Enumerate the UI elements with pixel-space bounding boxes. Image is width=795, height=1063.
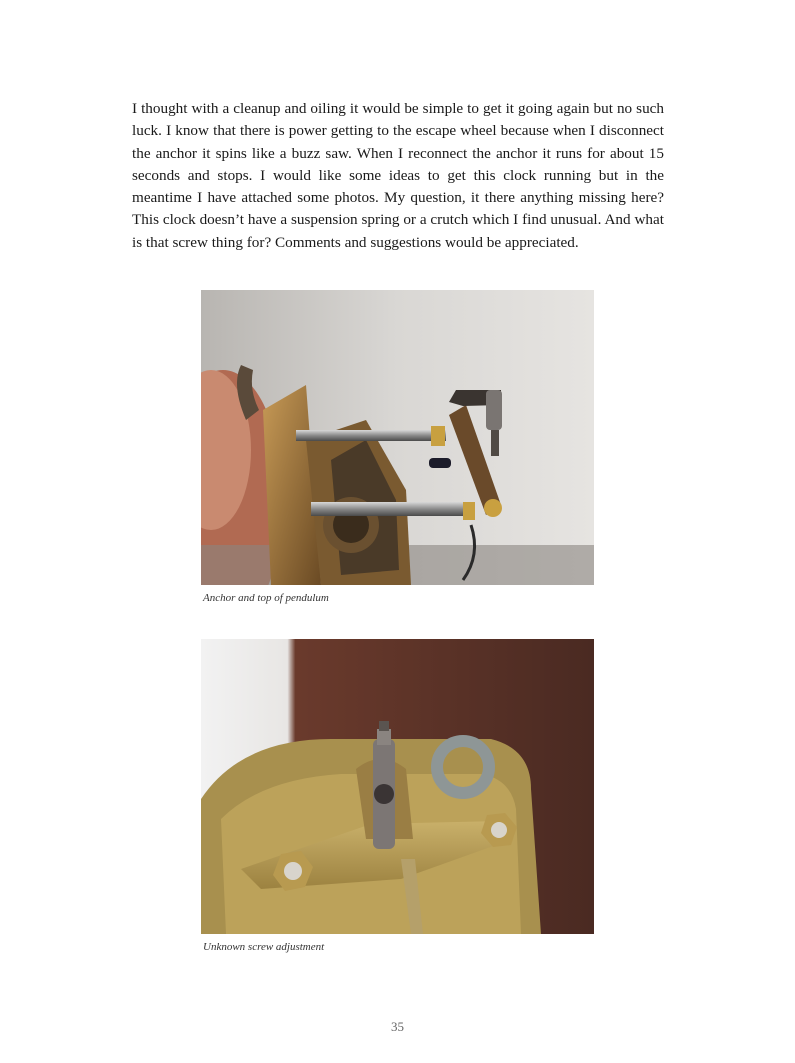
figure-caption-1: Anchor and top of pendulum xyxy=(203,592,329,604)
figure-caption-2: Unknown screw adjustment xyxy=(203,941,325,953)
photo-anchor-and-pendulum xyxy=(201,290,594,585)
page-number: 35 xyxy=(391,1019,404,1034)
body-paragraph: I thought with a cleanup and oiling it would be simple to get it going again but no such luck. I know that there is power getting to the escape wheel because when I disconnect the anchor it spins like a buzz saw. When I reconnect the anchor it runs for about 15 seconds and stops. I would like some ideas to get this clock running but in the meantime I have attached some photos. My question, it there anything missing here? This clock doesn’t have a suspension spring or a crutch which I find unusual. And what is that screw thing for? Comments and suggestions would be appreciated. xyxy=(132,100,664,251)
photo-screw-adjustment xyxy=(201,639,594,934)
